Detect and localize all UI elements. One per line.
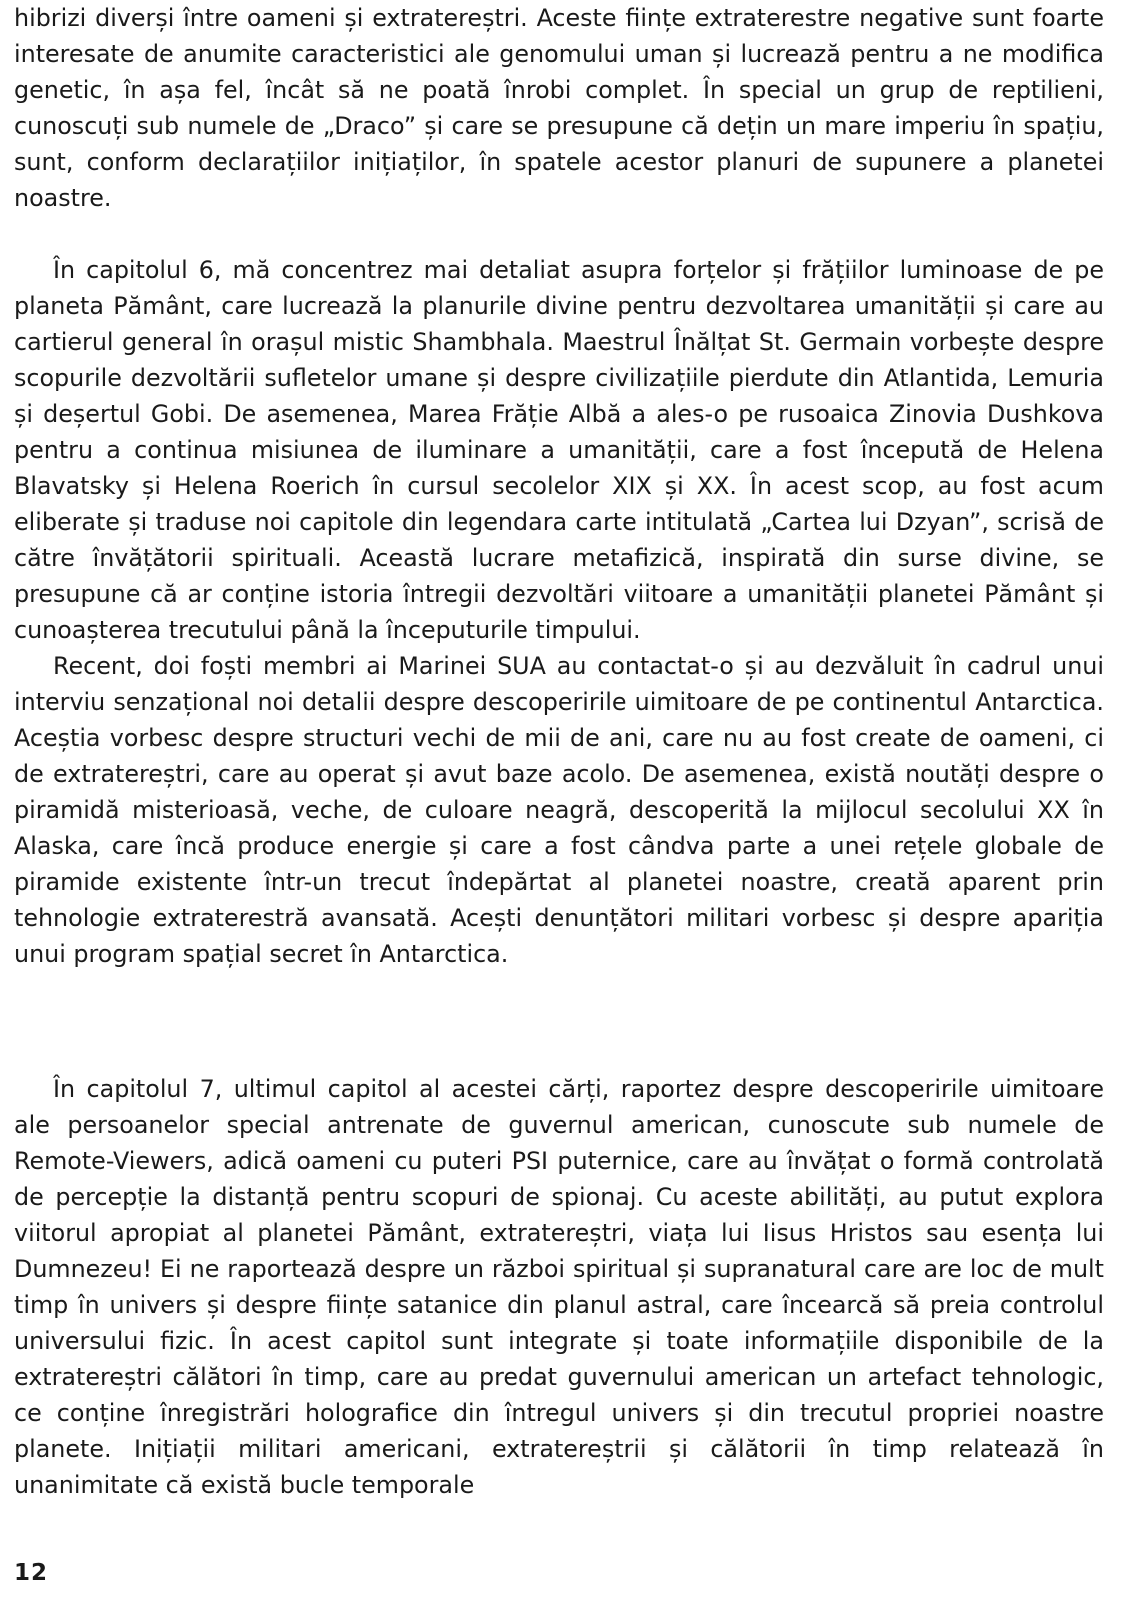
paragraph: hibrizi diverși între oameni și extratereștri. Aceste ființe extraterestre negative sunt foarte interesate de anumite caracteristici ale genomului uman și lucrează pentru a ne modifica genetic, în așa fel, încât să ne poată înrobi complet. În special un grup de reptilieni, cunoscuți sub numele de „Draco” și care se presupune că dețin un mare imperiu în spațiu, sunt, conform declarațiilor inițiaților, în spatele acestor planuri de supunere a planetei noastre.	[14, 4, 1104, 212]
text-block-chapter-7	[14, 1071, 1104, 1503]
paragraph: În capitolul 7, ultimul capitol al acestei cărți, raportez despre descoperirile uimitoare ale persoanelor special antrenate de guvernul american, cunoscute sub numele de Remote-Viewers, adică oameni cu puteri PSI puternice, care au învățat o formă controlată de percepție la distanță pentru scopuri de spionaj. Cu aceste abilități, au putut explora viitorul apropiat al planetei Pământ, extratereștri, viața lui Iisus Hristos sau esența lui Dumnezeu! Ei ne raportează despre un război spiritual și supranatural care are loc de mult timp în univers și despre ființe satanice din planul astral, care încearcă să preia controlul universului fizic. În acest capitol sunt integrate și toate informațiile disponibile de la extratereștri călători în timp, care au predat guvernului american un artefact tehnologic, ce conține înregistrări holografice din întregul univers și din trecutul propriei noastre planete. Inițiații militari americani, extratereștrii și călătorii în timp relatează în unanimitate că există bucle temporale	[14, 1075, 1104, 1499]
page-number: 12	[14, 1560, 49, 1586]
text-block-chapter-6	[14, 252, 1104, 972]
text-block-continuation	[14, 0, 1104, 216]
paragraph: Recent, doi foști membri ai Marinei SUA au contactat-o și au dezvăluit în cadrul unui interviu senzațional noi detalii despre descoperirile uimitoare de pe continentul Antarctica. Aceștia vorbesc despre structuri vechi de mii de ani, care nu au fost create de oameni, ci de extratereștri, care au operat și avut baze acolo. De asemenea, există noutăți despre o piramidă misterioasă, veche, de culoare neagră, descoperită la mijlocul secolului XX în Alaska, care încă produce energie și care a fost cândva parte a unei rețele globale de piramide existente într-un trecut îndepărtat al planetei noastre, creată aparent prin tehnologie extraterestră avansată. Acești denunțători militari vorbesc și despre apariția unui program spațial secret în Antarctica.	[14, 652, 1104, 968]
book-page	[14, 0, 1104, 1600]
paragraph: În capitolul 6, mă concentrez mai detaliat asupra forțelor și frățiilor luminoase de pe planeta Pământ, care lucrează la planurile divine pentru dezvoltarea umanității și care au cartierul general în orașul mistic Shambhala. Maestrul Înălțat St. Germain vorbește despre scopurile dezvoltării sufletelor umane și despre civilizațiile pierdute din Atlantida, Lemuria și deșertul Gobi. De asemenea, Marea Frăție Albă a ales-o pe rusoaica Zinovia Dushkova pentru a continua misiunea de iluminare a umanității, care a fost începută de Helena Blavatsky și Helena Roerich în cursul secolelor XIX și XX. În acest scop, au fost acum eliberate și traduse noi capitole din legendara carte intitulată „Cartea lui Dzyan”, scrisă de către învățătorii spirituali. Această lucrare metafizică, inspirată din surse divine, se presupune că ar conține istoria întregii dezvoltări viitoare a umanității planetei Pământ și cunoașterea trecutului până la începuturile timpului.	[14, 256, 1104, 644]
